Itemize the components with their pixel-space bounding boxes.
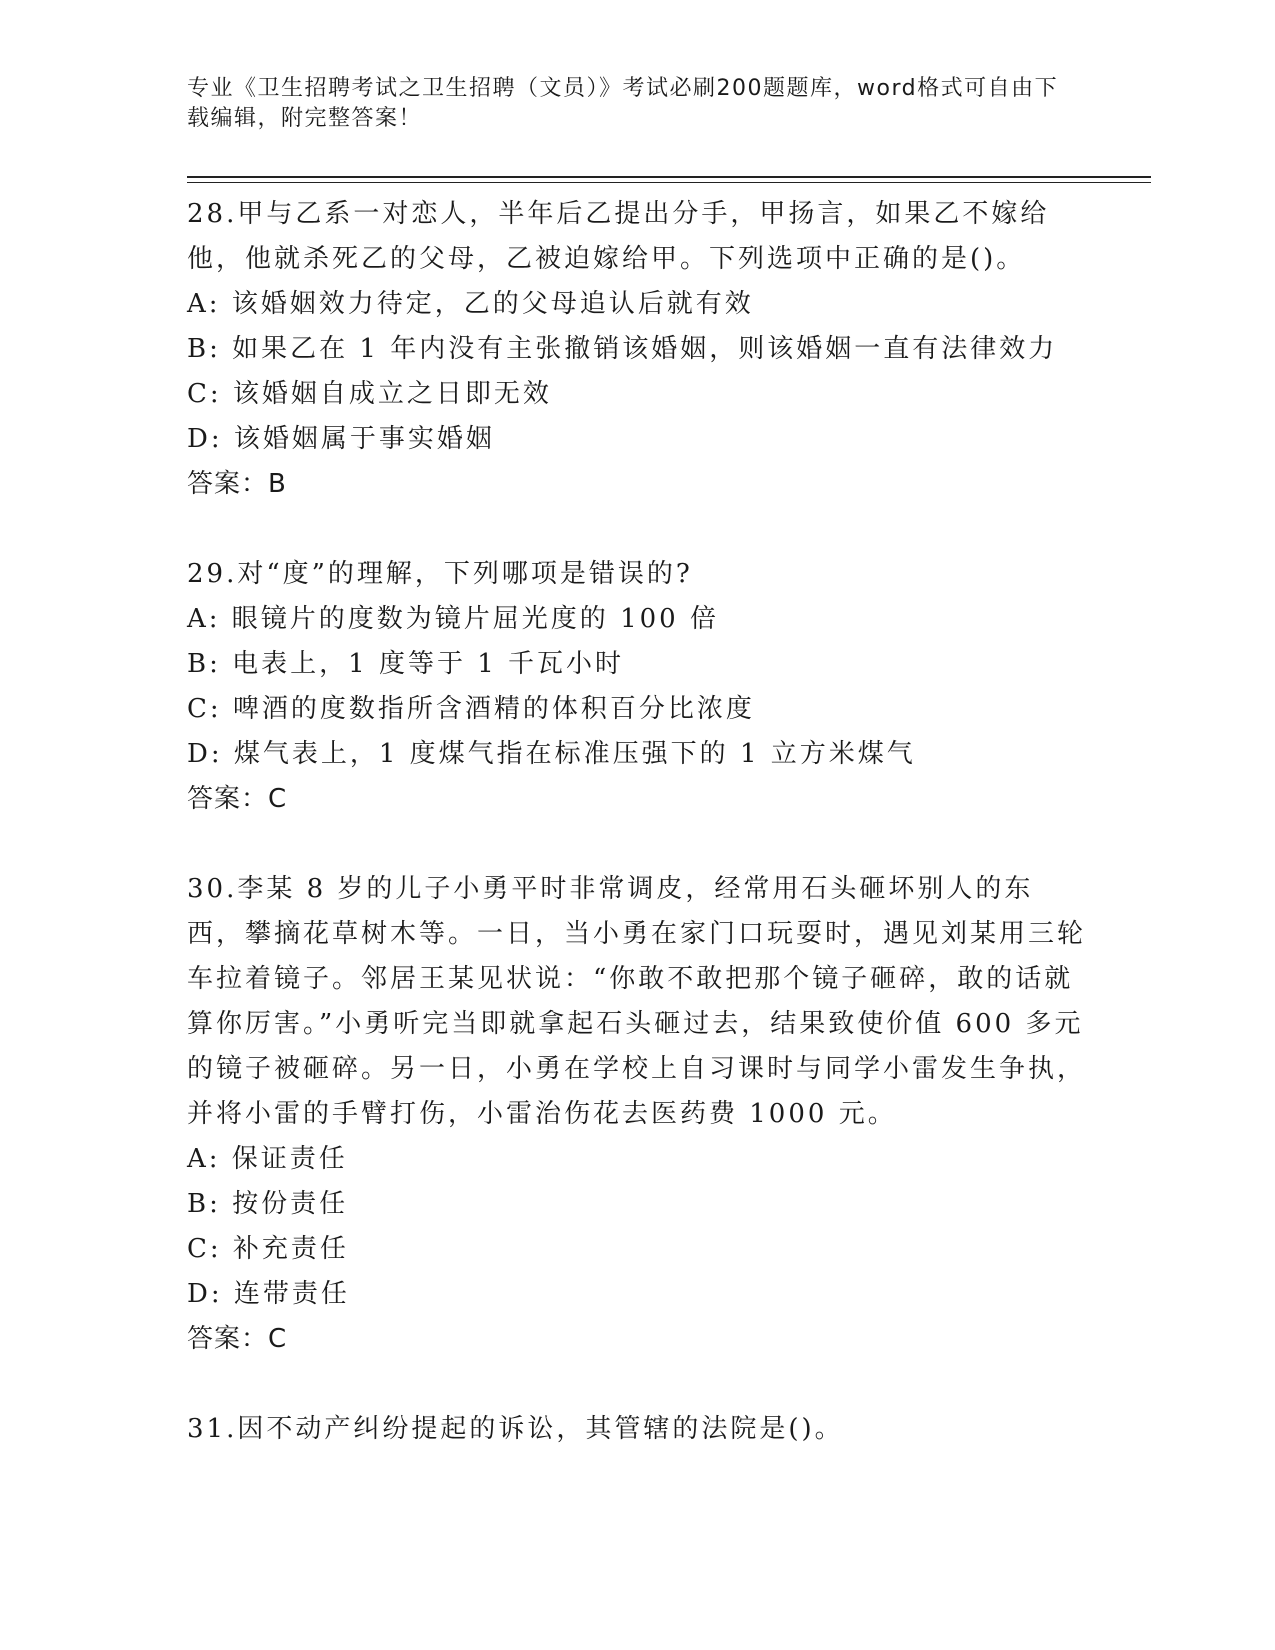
header-divider-thick	[187, 176, 1151, 178]
option-c: C: 补充责任	[187, 1234, 349, 1264]
question-31	[187, 1407, 1087, 1452]
option-c: C: 该婚姻自成立之日即无效	[187, 379, 552, 409]
question-30	[187, 867, 1087, 1362]
option-a: A: 该婚姻效力待定，乙的父母追认后就有效	[187, 289, 754, 319]
spacer	[187, 822, 1087, 867]
spacer	[187, 1362, 1087, 1407]
option-b: B: 电表上，1 度等于 1 千瓦小时	[187, 649, 625, 679]
question-stem: 31.因不动产纠纷提起的诉讼，其管辖的法院是()。	[187, 1414, 844, 1444]
option-b: B: 如果乙在 1 年内没有主张撤销该婚姻，则该婚姻一直有法律效力	[187, 334, 1058, 364]
document-header: 专业《卫生招聘考试之卫生招聘（文员）》考试必刷200题题库，word格式可自由下载编辑，附完整答案！	[187, 76, 1059, 131]
answer-label: 答案：C	[187, 1324, 288, 1354]
option-c: C: 啤酒的度数指所含酒精的体积百分比浓度	[187, 694, 755, 724]
question-stem: 30.李某 8 岁的儿子小勇平时非常调皮，经常用石头砸坏别人的东西，攀摘花草树木等。一日，当小勇在家门口玩耍时，遇见刘某用三轮车拉着镜子。邻居王某见状说：“你敢不敢把那个镜子砸碎，敢的话就算你厉害。”小勇听完当即就拿起石头砸过去，结果致使价值 600 多元的镜子被砸碎。另一日，小勇在学校上自习课时与同学小雷发生争执，并将小雷的手臂打伤，小雷治伤花去医药费 1000 元。	[187, 874, 1087, 1129]
question-29	[187, 552, 1087, 822]
question-list	[187, 192, 1087, 1452]
option-a: A: 眼镜片的度数为镜片屈光度的 100 倍	[187, 604, 719, 634]
question-28	[187, 192, 1087, 507]
question-stem: 29.对“度”的理解，下列哪项是错误的?	[187, 559, 693, 589]
option-a: A: 保证责任	[187, 1144, 348, 1174]
answer-label: 答案：C	[187, 784, 288, 814]
option-b: B: 按份责任	[187, 1189, 349, 1219]
option-d: D: 煤气表上，1 度煤气指在标准压强下的 1 立方米煤气	[187, 739, 916, 769]
question-stem: 28.甲与乙系一对恋人，半年后乙提出分手，甲扬言，如果乙不嫁给他，他就杀死乙的父母，乙被迫嫁给甲。下列选项中正确的是()。	[187, 199, 1050, 274]
answer-label: 答案：B	[187, 469, 287, 499]
option-d: D: 连带责任	[187, 1279, 350, 1309]
option-d: D: 该婚姻属于事实婚姻	[187, 424, 495, 454]
spacer	[187, 507, 1087, 552]
header-divider-thin	[187, 182, 1151, 183]
